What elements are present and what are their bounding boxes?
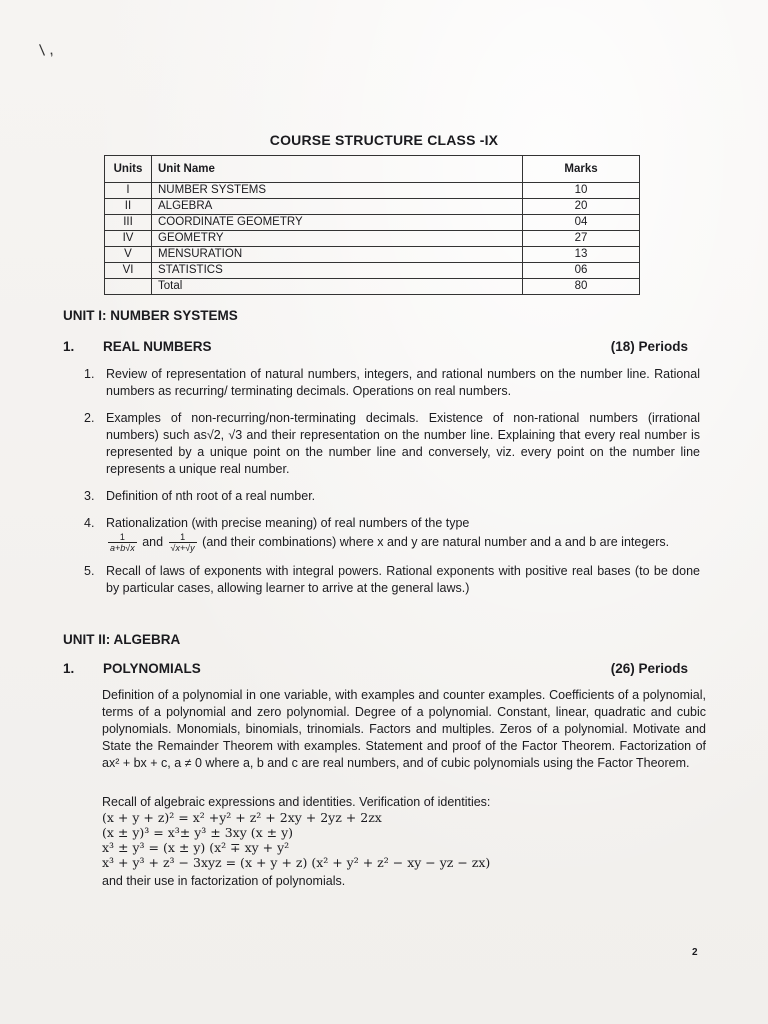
- header-marks: Marks: [523, 156, 640, 183]
- unit-cell: I: [105, 183, 152, 199]
- unit-name-cell: ALGEBRA: [152, 199, 523, 215]
- table-row: [105, 183, 640, 199]
- identities-closing: and their use in factorization of polynomials.: [102, 874, 346, 888]
- page-title: COURSE STRUCTURE CLASS -IX: [269, 132, 499, 148]
- unit-cell: [105, 279, 152, 295]
- page-number: 2: [692, 947, 698, 958]
- table-total-row: [105, 279, 640, 295]
- section-name: POLYNOMIALS: [103, 661, 201, 676]
- header-unit-name: Unit Name: [152, 156, 523, 183]
- fraction-2-numerator: 1: [169, 532, 197, 543]
- list-item: [84, 515, 700, 553]
- unit-cell: V: [105, 247, 152, 263]
- unit1-items: [84, 366, 700, 607]
- table-row: [105, 199, 640, 215]
- item-text: Review of representation of natural numbers, integers, and rational numbers on the number line. Rational numbers as recurring/ terminating decimals. Operations on real numbers.: [106, 367, 700, 398]
- unit-cell: II: [105, 199, 152, 215]
- item-text: Examples of non-recurring/non-terminating decimals. Existence of non-rational numbers (irrational numbers) such as√2, √3 and their representation on the number line. Explaining that every real number is represented by a unique point on the number line and conversely, viz. every point on the number line represents a unique real number.: [106, 411, 700, 476]
- item-number: 3.: [84, 489, 95, 503]
- fraction-2: [169, 532, 197, 553]
- section-periods: (18) Periods: [610, 339, 688, 354]
- item-number: 2.: [84, 411, 95, 425]
- item-number: 4.: [84, 516, 95, 530]
- course-structure-table: [104, 155, 640, 295]
- handwritten-mark: \ ,: [38, 41, 55, 60]
- unit1-heading: UNIT I: NUMBER SYSTEMS: [63, 308, 238, 323]
- table-row: [105, 247, 640, 263]
- marks-cell: 13: [523, 247, 640, 263]
- item-number: 5.: [84, 564, 95, 578]
- list-item: [84, 366, 700, 400]
- unit2-heading: UNIT II: ALGEBRA: [63, 632, 181, 647]
- list-item: [84, 410, 700, 478]
- item-text-b: (and their combinations) where x and y are natural number and a and b are integers.: [202, 534, 670, 549]
- unit-cell: III: [105, 215, 152, 231]
- unit-cell: VI: [105, 263, 152, 279]
- marks-cell: 06: [523, 263, 640, 279]
- total-label: Total: [152, 279, 523, 295]
- marks-cell: 04: [523, 215, 640, 231]
- fraction-1-numerator: 1: [108, 532, 137, 543]
- marks-cell: 10: [523, 183, 640, 199]
- fraction-1-denominator: a+b√x: [110, 543, 135, 553]
- section-name: REAL NUMBERS: [103, 339, 212, 354]
- table-row: [105, 231, 640, 247]
- table-header-row: [105, 156, 640, 183]
- list-item: [84, 563, 700, 597]
- marks-cell: 27: [523, 231, 640, 247]
- section-number: 1.: [63, 661, 75, 676]
- total-marks: 80: [523, 279, 640, 295]
- unit-name-cell: COORDINATE GEOMETRY: [152, 215, 523, 231]
- identity-line: (x ± y)³ = x³± y³ ± 3xy (x ± y): [102, 825, 294, 840]
- list-item: [84, 488, 700, 505]
- unit-name-cell: NUMBER SYSTEMS: [152, 183, 523, 199]
- marks-cell: 20: [523, 199, 640, 215]
- header-units: Units: [105, 156, 152, 183]
- unit-name-cell: GEOMETRY: [152, 231, 523, 247]
- identity-line: x³ ± y³ = (x ± y) (x² ∓ xy + y²: [102, 840, 290, 855]
- unit-name-cell: MENSURATION: [152, 247, 523, 263]
- identities-intro: Recall of algebraic expressions and identities. Verification of identities:: [102, 795, 491, 809]
- polynomials-definition: Definition of a polynomial in one variable, with examples and counter examples. Coefficients of a polynomial, terms of a polynomial and zero polynomial. Degree of a polynomial. Constant, linear, quadratic and cubic polynomials. Monomials, binomials, trinomials. Factors and multiples. Zeros of a polynomial. Motivate and State the Remainder Theorem with examples. Statement and proof of the Factor Theorem. Factorization of ax² + bx + c, a ≠ 0 where a, b and c are real numbers, and of cubic polynomials using the Factor Theorem.: [102, 688, 706, 770]
- table-row: [105, 215, 640, 231]
- unit-cell: IV: [105, 231, 152, 247]
- item-text: Recall of laws of exponents with integral powers. Rational exponents with positive real bases (to be done by particular cases, allowing learner to arrive at the general laws.): [106, 564, 700, 595]
- fraction-1: [108, 532, 137, 553]
- identities-list: [102, 810, 706, 870]
- section-periods: (26) Periods: [610, 661, 688, 676]
- item-text: Definition of nth root of a real number.: [106, 489, 316, 503]
- and-text: and: [142, 534, 164, 549]
- item-text-rationalization: [106, 515, 700, 553]
- identity-line: (x + y + z)² = x² +y² + z² + 2xy + 2yz + 2zx: [102, 810, 382, 825]
- fraction-2-denominator: √x+√y: [170, 543, 195, 553]
- table-row: [105, 263, 640, 279]
- unit-name-cell: STATISTICS: [152, 263, 523, 279]
- item-text-a: Rationalization (with precise meaning) of real numbers of the type: [106, 516, 470, 530]
- section-number: 1.: [63, 339, 75, 354]
- item-number: 1.: [84, 367, 95, 381]
- identity-line: x³ + y³ + z³ − 3xyz = (x + y + z) (x² + y² + z² − xy − yz − zx): [102, 855, 491, 870]
